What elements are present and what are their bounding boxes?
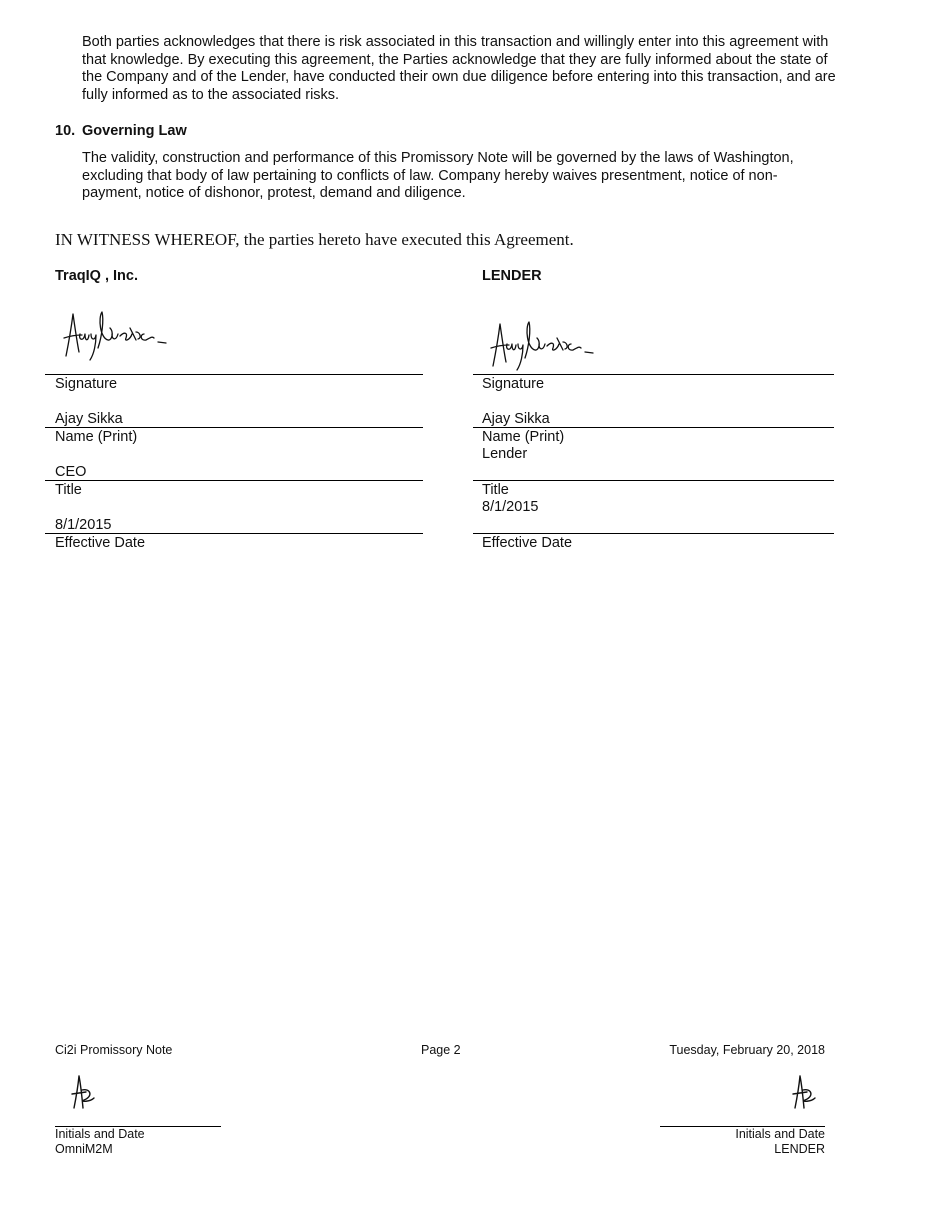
lender-name-label: Name (Print) [482,429,565,445]
lender-name-line [473,427,834,428]
footer-page-number: Page 2 [421,1043,461,1057]
company-name-label: Name (Print) [55,429,138,445]
lender-name-value: Ajay Sikka [482,411,550,427]
law-line-1: The validity, construction and performance of this Promissory Note will be governed by the laws of Washington, [82,150,794,166]
lender-signature-label: Signature [482,376,545,392]
company-date-line [45,533,423,534]
lender-date-line [473,533,834,534]
company-party-name: TraqIQ , Inc. [55,268,138,284]
risk-paragraph [82,34,836,104]
lender-date-value: 8/1/2015 [482,499,539,515]
section-title: Governing Law [82,123,187,139]
lender-title-value: Lender [482,446,528,462]
company-title-line [45,480,423,481]
company-signature-label: Signature [55,376,118,392]
company-name-line [45,427,423,428]
company-date-value: 8/1/2015 [55,517,112,533]
section-10-heading [55,123,187,139]
right-initials-image [785,1072,821,1112]
company-title-label: Title [55,482,82,498]
footer-document-name: Ci2i Promissory Note [55,1043,173,1057]
witness-clause: IN WITNESS WHEREOF, the parties hereto have executed this Agreement. [55,230,574,249]
left-initials-image [64,1072,100,1112]
left-initials-label: Initials and Date [55,1127,145,1141]
section-number: 10. [55,123,76,139]
governing-law-paragraph [82,150,794,203]
risk-line-3: the Company and of the Lender, have conducted their own due diligence before entering into this transaction, and are [82,69,836,85]
lender-title-line [473,480,834,481]
lender-signature-image [485,318,605,374]
company-title-value: CEO [55,464,87,480]
law-line-2: excluding that body of law pertaining to conflicts of law. Company hereby waives presentment, notice of non- [82,167,778,184]
right-initials-label: Initials and Date [735,1127,825,1141]
lender-date-label: Effective Date [482,535,573,551]
lender-title-label: Title [482,482,509,498]
company-signature-line [45,374,423,375]
company-date-label: Effective Date [55,535,146,551]
risk-line-1: Both parties acknowledges that there is risk associated in this transaction and willingly enter into this agreement with [82,34,829,50]
company-name-value: Ajay Sikka [55,411,123,427]
lender-signature-line [473,374,834,375]
company-signature-image [58,308,178,364]
lender-party-name: LENDER [482,268,542,284]
footer-date: Tuesday, February 20, 2018 [669,1043,825,1057]
right-initials-party: LENDER [774,1142,825,1156]
left-initials-party: OmniM2M [55,1142,113,1156]
law-line-3: payment, notice of dishonor, protest, demand and diligence. [82,185,466,201]
risk-line-4: fully informed as to the associated risks. [82,86,340,103]
risk-line-2: that knowledge. By executing this agreement, the Parties acknowledge that they are fully informed about the state of [82,51,828,68]
